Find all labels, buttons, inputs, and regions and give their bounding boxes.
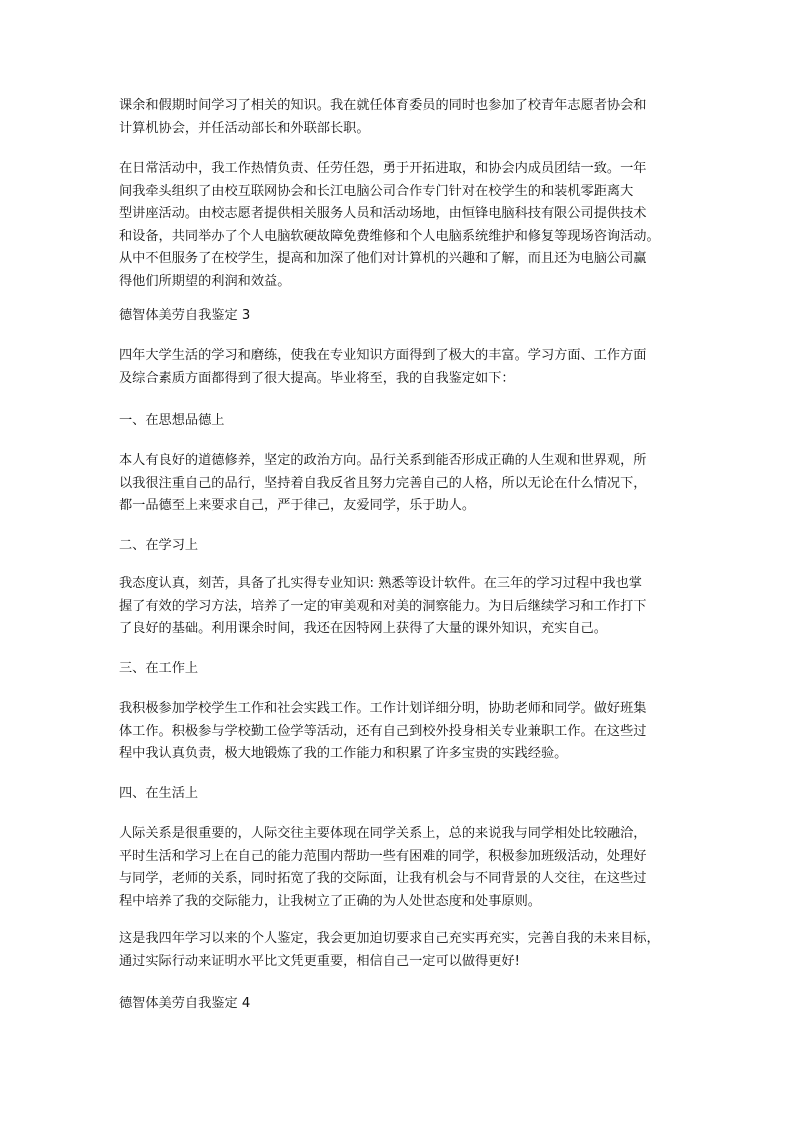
paragraph-3: [119, 345, 689, 390]
text-line: 型讲座活动。由校志愿者提供相关服务人员和活动场地，由恒锋电脑科技有限公司提供技术: [119, 206, 647, 221]
subheading-2: [119, 535, 689, 558]
paragraph-1: [119, 95, 689, 140]
text-line: 都一品德至上来要求自己，严于律己，友爱同学，乐于助人。: [119, 498, 476, 513]
text-line: 人际关系是很重要的，人际交往主要体现在同学关系上，总的来说我与同学相处比较融洽，: [119, 826, 647, 841]
text-line: 程中培养了我的交际能力，让我树立了正确的为人处世态度和处事原则。: [119, 893, 541, 909]
paragraph-7: [119, 823, 689, 913]
text-line: 这是我四年学习以来的个人鉴定，我会更加迫切要求自己充实再充实，完善自我的未来目标，: [119, 931, 660, 946]
text-line: 得他们所期望的利润和效益。: [119, 273, 291, 289]
text-line: 了良好的基础。利用课余时间，我还在因特网上获得了大量的课外知识，充实自己。: [119, 621, 607, 636]
text-line: 间我牵头组织了由校互联网协会和长江电脑公司合作专门针对在校学生的和装机零距离大: [119, 183, 634, 199]
paragraph-5: [119, 573, 689, 641]
text-line: 我态度认真，刻苦，具备了扎实得专业知识: 熟悉等设计软件。在三年的学习过程中我也掌: [119, 576, 642, 591]
text-line: 握了有效的学习方法，培养了一定的审美观和对美的洞察能力。为日后继续学习和工作打下: [119, 598, 647, 614]
text-line: 从中不但服务了在校学生，提高和加深了他们对计算机的兴趣和了解，而且还为电脑公司赢: [119, 251, 647, 266]
paragraph-8: [119, 928, 689, 973]
heading-text: 二、在学习上: [119, 538, 199, 553]
section-heading-3: [119, 305, 689, 328]
subheading-3: [119, 658, 689, 681]
text-line: 以我很注重自己的品行，坚持着自我反省且努力完善自己的人格，所以无论在什么情况下，: [119, 475, 647, 491]
text-line: 我积极参加学校学生工作和社会实践工作。工作计划详细分明，协助老师和同学。做好班集: [119, 701, 647, 716]
heading-text: 德智体美劳自我鉴定 4: [119, 996, 251, 1011]
text-line: 和设备，共同举办了个人电脑软硬故障免费维修和个人电脑系统维护和修复等现场咨询活动。: [119, 228, 660, 244]
heading-text: 一、在思想品德上: [119, 413, 225, 428]
subheading-4: [119, 783, 689, 806]
text-line: 四年大学生活的学习和磨练，使我在专业知识方面得到了极大的丰富。学习方面、工作方面: [119, 348, 647, 363]
text-line: 及综合素质方面都得到了很大提高。毕业将至，我的自我鉴定如下：: [119, 370, 515, 386]
paragraph-4: [119, 450, 689, 518]
text-line: 程中我认真负责，极大地锻炼了我的工作能力和积累了许多宝贵的实践经验。: [119, 746, 568, 761]
text-line: 计算机协会，并任活动部长和外联部长职。: [119, 120, 370, 136]
heading-text: 四、在生活上: [119, 786, 199, 801]
section-heading-4: [119, 993, 689, 1016]
text-line: 本人有良好的道德修养，坚定的政治方向。品行关系到能否形成正确的人生观和世界观，所: [119, 453, 647, 468]
text-line: 通过实际行动来证明水平比文凭更重要，相信自己一定可以做得更好!: [119, 953, 520, 969]
text-line: 与同学，老师的关系，同时拓宽了我的交际面，让我有机会与不同背景的人交往，在这些过: [119, 871, 647, 886]
heading-text: 德智体美劳自我鉴定 3: [119, 308, 251, 323]
text-line: 平时生活和学习上在自己的能力范围内帮助一些有困难的同学，积极参加班级活动，处理好: [119, 848, 647, 864]
subheading-1: [119, 410, 689, 433]
paragraph-2: [119, 158, 689, 293]
heading-text: 三、在工作上: [119, 661, 199, 676]
text-line: 在日常活动中，我工作热情负责、任劳任怨，勇于开拓进取，和协会内成员团结一致。一年: [119, 161, 647, 176]
text-line: 课余和假期时间学习了相关的知识。我在就任体育委员的同时也参加了校青年志愿者协会和: [119, 98, 647, 113]
text-line: 体工作。积极参与学校勤工俭学等活动，还有自己到校外投身相关专业兼职工作。在这些过: [119, 723, 647, 739]
paragraph-6: [119, 698, 689, 766]
